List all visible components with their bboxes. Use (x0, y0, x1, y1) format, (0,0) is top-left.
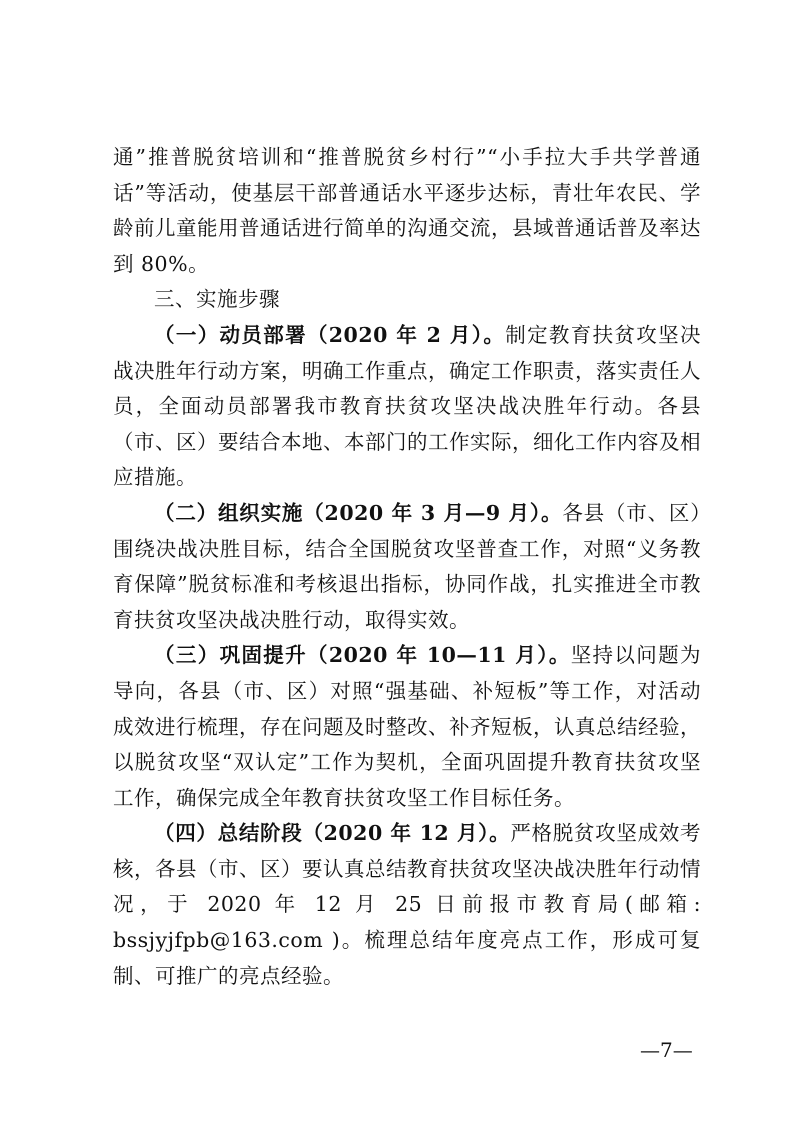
step-paragraph-3 (113, 638, 701, 816)
step-body-3: 坚持以问题为导向，各县（市、区）对照“强基础、补短板”等工作，对活动成效进行梳理，存在问题及时整改、补齐短板，认真总结经验，以脱贫攻坚“双认定”工作为契机，全面巩固提升教育扶贫攻坚工作，确保完成全年教育扶贫攻坚工作目标任务。 (113, 643, 701, 810)
step-body-1: 制定教育扶贫攻坚决战决胜年行动方案，明确工作重点，确定工作职责，落实责任人员，全面动员部署我市教育扶贫攻坚决战决胜年行动。各县（市、区）要结合本地、本部门的工作实际，细化工作内容及相应措施。 (113, 322, 702, 490)
step-heading-4: （四）总结阶段（2020 年 12 月）。 (154, 821, 511, 846)
page-number: —7— (640, 1038, 693, 1062)
continuation-paragraph: 通”推普脱贫培训和“推普脱贫乡村行”“小手拉大手共学普通话”等活动，使基层干部普通话水平逐步达标，青壮年农民、学龄前儿童能用普通话进行简单的沟通交流，县域普通话普及率达到 80%。 (113, 145, 701, 276)
step-body-4: 严格脱贫攻坚成效考核，各县（市、区）要认真总结教育扶贫攻坚决战决胜年行动情况，于 2020 年 12 月 25 日前报市教育局(邮箱: bssjyjfpb@163.com )。梳理总结年度亮点工作，形成可复制、可推广的亮点经验。 (113, 821, 701, 988)
step-heading-2: （二）组织实施（2020 年 3 月—9 月）。 (154, 500, 563, 525)
step-paragraph-1 (113, 318, 701, 496)
step-paragraph-2 (113, 496, 701, 638)
document-body (113, 140, 701, 994)
step-heading-3: （三）巩固提升（2020 年 10—11 月）。 (154, 643, 571, 668)
step-body-2: 各县（市、区）围绕决战决胜目标，结合全国脱贫攻坚普查工作，对照“义务教育保障”脱贫标准和考核退出指标，协同作战，扎实推进全市教育扶贫攻坚决战决胜行动，取得实效。 (113, 500, 701, 632)
section-heading: 三、实施步骤 (154, 287, 280, 312)
step-paragraph-4 (113, 816, 701, 994)
step-heading-1: （一）动员部署（2020 年 2 月）。 (154, 322, 506, 347)
